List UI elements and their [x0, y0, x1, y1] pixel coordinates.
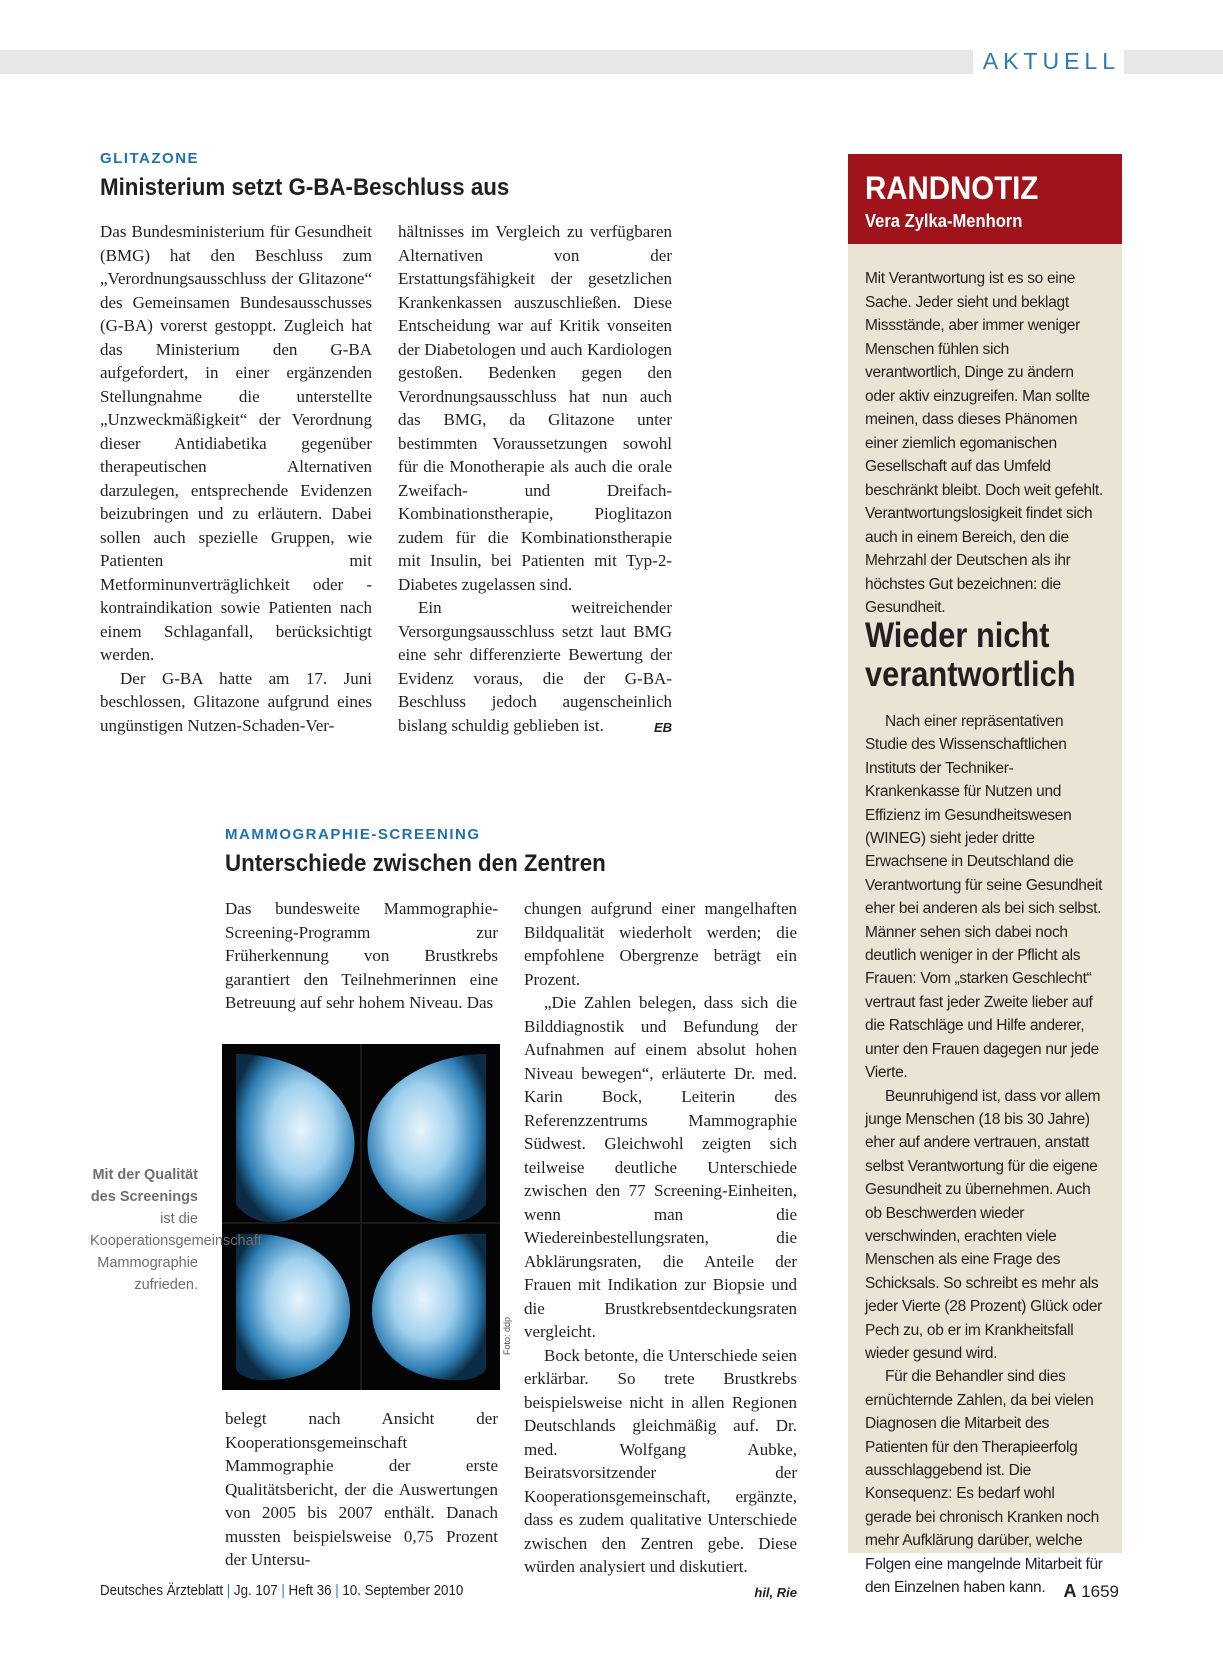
caption-bold: Mit der Qualität des Screenings: [90, 1167, 198, 1205]
page-number-value: 1659: [1081, 1582, 1119, 1601]
paragraph: Das Bundesministerium für Gesundheit (BMG) hat den Beschluss zum „Verordnungsausschluss der Glitazone“ des Gemeinsamen Bundesausschusses (G-BA) vorerst gestoppt. Zugleich hat das Ministerium den G-BA aufgefordert, in einer ergänzenden Stellungnahme die unterstellte „Unzweckmäßigkeit“ der Verordnung dieser Antidiabetika gegenüber therapeutischen Alternativen darzulegen, entsprechende Evidenzen beizubringen und zu erläutern. Dabei sollen auch spezielle Gruppen, wie Patienten mit Metforminunverträglichkeit oder -kontraindikation sowie Patienten nach einem Schlaganfall, berücksichtigt werden.: [100, 222, 372, 664]
paragraph: Der G-BA hatte am 17. Juni beschlossen, Glitazone aufgrund eines ungünstigen Nutzen-Schaden-Ver-: [100, 668, 372, 735]
divider: |: [335, 1583, 339, 1599]
article2-column-1-bottom: [225, 1407, 498, 1572]
image-caption: [90, 1164, 262, 1296]
article2-title: Unterschiede zwischen den Zentren: [225, 850, 606, 877]
paragraph: [398, 596, 672, 737]
article1-kicker: GLITAZONE: [100, 150, 200, 167]
paragraph: [524, 1344, 797, 1600]
paragraph: belegt nach Ansicht der Kooperationsgemeinschaft Mammographie der erste Qualitätsbericht, der die Auswertungen von 2005 bis 2007 enthält. Danach mussten beispielsweise 0,75 Prozent der Untersu-: [225, 1409, 498, 1569]
sidebar-headline: Wieder nicht verantwortlich: [865, 616, 1076, 694]
page-prefix: A: [1063, 1581, 1077, 1601]
paragraph: „Die Zahlen belegen, dass sich die Bilddiagnostik und Befundung der Aufnahmen auf einem absolut hohen Niveau bewegen“, erläuterte Dr. med. Karin Bock, Leiterin des Referenzzentrums Mammographie Südwest. Gleichwohl zeigten sich teilweise deutliche Unterschiede zwischen den 77 Screening-Einheiten, wenn man die Wiedereinbestellungsraten, die Abklärungsraten, die Anteile der Frauen mit Indikation zur Biopsie und die Brustkrebsentdeckungsraten vergleicht.: [524, 993, 797, 1341]
caption-text: ist die Kooperationsgemeinschaft Mammographie zufrieden.: [90, 1211, 262, 1293]
author-signature: hil, Rie: [754, 1584, 797, 1600]
article2-column-2: [524, 897, 797, 1604]
paragraph: Das bundesweite Mammographie-Screening-Programm zur Früherkennung von Brustkrebs garantiert den Teilnehmerinnen eine Betreuung auf sehr hohem Niveau. Das: [225, 899, 498, 1012]
author-signature: EB: [653, 719, 672, 735]
mammography-image: [222, 1044, 500, 1390]
paragraph: chungen aufgrund einer mangelhaften Bildqualität wiederholt werden; die empfohlene Obergrenze beträgt ein Prozent.: [524, 899, 797, 989]
paragraph-text: Ein weitreichender Versorgungsausschluss setzt laut BMG eine sehr differenzierte Bewertung der Evidenz voraus, die der G-BA-Beschluss jedoch augenscheinlich bislang schuldig geblieben ist.: [398, 598, 672, 735]
issue: Heft 36: [288, 1583, 332, 1599]
page-number: [1063, 1581, 1119, 1602]
divider: |: [226, 1583, 231, 1599]
issue-date: 10. September 2010: [342, 1583, 464, 1599]
journal-name: Deutsches Ärzteblatt: [100, 1583, 224, 1599]
page-footer: [100, 1583, 463, 1599]
paragraph: Für die Behandler sind dies ernüchternde Zahlen, da bei vielen Diagnosen die Mitarbeit des Patienten für den Therapieerfolg ausschlaggebend ist. Die Konsequenz: Es bedarf wohl gerade bei chronisch Kranken noch mehr Aufklärung darüber, welche Folgen eine mangelnde Mitarbeit für den Einzelnen haben kann.: [865, 1368, 1103, 1597]
sidebar-author: Vera Zylka-Menhorn: [865, 211, 1023, 231]
sidebar-header: [848, 154, 1122, 244]
sidebar-body: [865, 710, 1103, 1599]
mammogram-graphic: [222, 1044, 500, 1390]
divider: |: [281, 1583, 285, 1599]
article1-column-2: [398, 220, 672, 739]
volume: Jg. 107: [233, 1583, 278, 1599]
article1-title: Ministerium setzt G-BA-Beschluss aus: [100, 174, 510, 201]
article2-column-1-top: [225, 897, 498, 1015]
paragraph: Nach einer repräsentativen Studie des Wissenschaftlichen Instituts der Techniker-Krankenkasse für Nutzen und Effizienz im Gesundheitswesen (WINEG) sieht jeder dritte Erwachsene in Deutschland die Verantwortung für seine Gesundheit eher bei anderen als bei sich selbst. Männer sehen sich dabei noch deutlich weniger in der Pflicht als Frauen: Vom „starken Geschlecht“ vertraut fast jeder Zweite lieber auf die Ratschläge und Hilfe anderer, unter den Frauen dagegen nur jede Vierte.: [865, 713, 1103, 1082]
paragraph-text: Bock betonte, die Unterschiede seien erklärbar. So trete Brustkrebs beispielsweise nicht in allen Regionen Deutschlands gleichmäßig auf. Dr. med. Wolfgang Aubke, Beiratsvorsitzender der Kooperationsgemeinschaft, ergänzte, dass es zudem qualitative Unterschiede zwischen den Zentren gebe. Diese würden analysiert und diskutiert.: [524, 1345, 797, 1576]
photo-credit: Foto: ddp: [502, 1316, 512, 1355]
paragraph: hältnisses im Vergleich zu verfügbaren Alternativen von der Erstattungsfähigkeit der gesetzlichen Krankenkassen auszuschließen. Diese Entscheidung war auf Kritik vonseiten der Diabetologen und auch Kardiologen gestoßen. Bedenken gegen den Verordnungsausschluss hat nun auch das BMG, da Glitazone unter bestimmten Voraussetzungen sowohl für die Monotherapie als auch die orale Zweifach- und Dreifach-Kombinationstherapie, Pioglitazon zudem für die Kombinationstherapie mit Insulin, bei Patienten mit Typ-2-Diabetes zugelassen sind.: [398, 222, 672, 594]
sidebar-intro: Mit Verantwortung ist es so eine Sache. Jeder sieht und beklagt Missstände, aber immer weniger Menschen fühlen sich verantwortlich, Dinge zu ändern oder aktiv einzugreifen. Man sollte meinen, dass dieses Phänomen einer ziemlich egomanischen Gesellschaft auf das Umfeld beschränkt bleibt. Doch weit gefehlt. Verantwortungslosigkeit findet sich auch in einem Bereich, den die Mehrzahl der Deutschen als ihr höchstes Gut bezeichnen: die Gesundheit.: [865, 270, 1103, 616]
sidebar-label: RANDNOTIZ: [865, 170, 1039, 206]
paragraph: Beunruhigend ist, dass vor allem junge Menschen (18 bis 30 Jahre) eher auf andere vertrauen, anstatt selbst Verantwortung für die eigene Gesundheit zu übernehmen. Auch ob Beschwerden wieder verschwinden, erachten viele Menschen als eine Frage des Schicksals. So schreibt es mehr als jeder Vierte (28 Prozent) Glück oder Pech zu, ob er im Krankheitsfall wieder gesund wird.: [865, 1087, 1103, 1362]
section-label: AKTUELL: [973, 46, 1124, 76]
article1-column-1: [100, 220, 372, 737]
article2-kicker: MAMMOGRAPHIE-SCREENING: [225, 826, 481, 843]
